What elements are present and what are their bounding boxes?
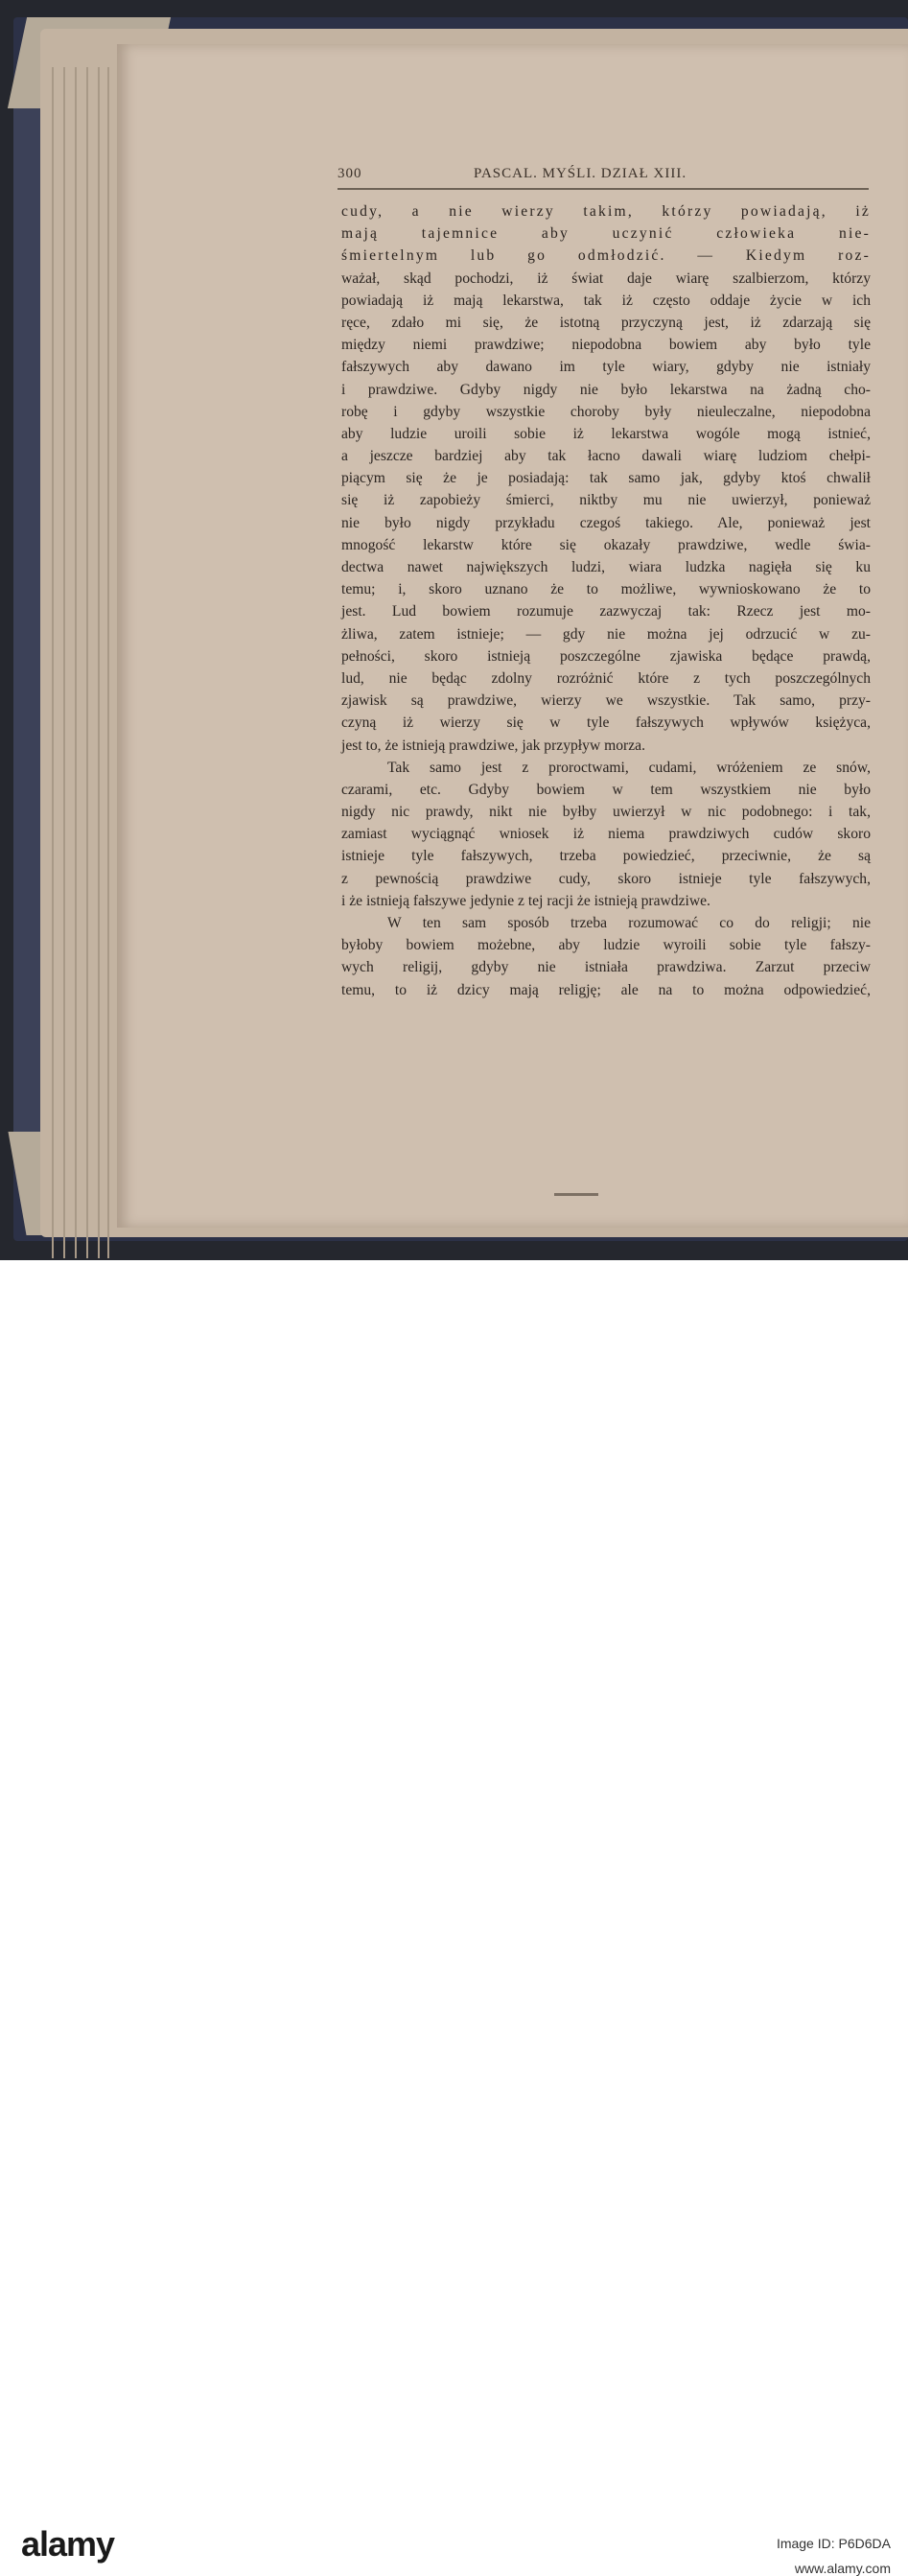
page-edge	[63, 67, 65, 1258]
text-line: czyną iż wierzy się w tyle fałszywych wpływów księżyca,	[341, 714, 871, 732]
text-line: śmiertelnym lub go odmłodzić. — Kiedym roz-	[341, 247, 871, 265]
page-edge	[107, 67, 109, 1258]
text-line: cudy, a nie wierzy takim, którzy powiadają, iż	[341, 203, 871, 220]
page-edge	[52, 67, 54, 1258]
text-line: a jeszcze bardziej aby tak łacno dawali wiarę ludziom chełpi-	[341, 448, 871, 465]
text-line: robę i gdyby wszystkie choroby były nieuleczalne, niepodobna	[341, 403, 871, 420]
body-text	[341, 200, 871, 1001]
header-rule	[338, 188, 869, 190]
text-line: pełności, skoro istnieją poszczególne zjawiska będące prawdą,	[341, 647, 871, 665]
text-line: jest. Lud bowiem rozumuje zazwyczaj tak: Rzecz jest mo-	[341, 603, 871, 621]
text-line: nie było nigdy przykładu czegoś takiego. Ale, ponieważ jest	[341, 514, 871, 531]
text-line: Tak samo jest z proroctwami, cudami, wróżeniem ze snów,	[387, 759, 871, 776]
text-line: jest to, że istnieją prawdziwe, jak przypływ morza.	[341, 737, 645, 754]
brand-logo: alamy	[21, 2524, 115, 2564]
text-line: wych religij, gdyby nie istniała prawdziwa. Zarzut przeciw	[341, 959, 871, 976]
page-number: 300	[338, 166, 362, 181]
text-line: aby ludzie uroili sobie iż lekarstwa wogóle mogą istnieć,	[341, 425, 871, 442]
image-id: Image ID: P6D6DA	[776, 2536, 891, 2551]
text-line: między niemi prawdziwe; niepodobna bowiem aby było tyle	[341, 337, 871, 354]
text-line: i że istnieją fałszywe jedynie z tej racji że istnieją prawdziwe.	[341, 892, 710, 909]
page-edge	[98, 67, 100, 1258]
page-edge	[86, 67, 88, 1258]
text-line: z pewnością prawdziwe cudy, skoro istnieje tyle fałszywych,	[341, 870, 871, 887]
page-mark	[554, 1193, 598, 1196]
text-line: mnogość lekarstw które się okazały prawdziwe, wedle świa-	[341, 536, 871, 553]
text-line: powiadają iż mają lekarstwa, tak iż często oddaje życie w ich	[341, 292, 871, 309]
book-photo	[0, 0, 908, 1260]
text-line: nigdy nic prawdy, nikt nie byłby uwierzył w nic podobnego: i tak,	[341, 804, 871, 821]
text-line: W ten sam sposób trzeba rozumować co do religji; nie	[387, 915, 871, 931]
site-url: www.alamy.com	[794, 2561, 891, 2576]
text-line: żliwa, zatem istnieje; — gdy nie można jej odrzucić w zu-	[341, 625, 871, 643]
text-line: dectwa nawet największych ludzi, wiara ludzka nagięła się ku	[341, 559, 871, 575]
running-header	[338, 166, 869, 189]
text-line: byłoby bowiem możebne, aby ludzie wyroili sobie tyle fałszy-	[341, 937, 871, 954]
text-line: ważał, skąd pochodzi, iż świat daje wiarę szalbierzom, którzy	[341, 269, 871, 287]
text-line: i prawdziwe. Gdyby nigdy nie było lekarstwa na żadną cho-	[341, 381, 871, 398]
text-line: mają tajemnice aby uczynić człowieka nie-	[341, 225, 871, 243]
text-line: temu, to iż dzicy mają religję; ale na to można odpowiedzieć,	[341, 981, 871, 998]
text-line: zjawisk są prawdziwe, wierzy we wszystkie. Tak samo, przy-	[341, 692, 871, 710]
text-line: zamiast wyciągnąć wniosek iż niema prawdziwych cudów skoro	[341, 826, 871, 843]
text-line: lud, nie będąc zdolny rozróżnić które z tych poszczególnych	[341, 669, 871, 687]
running-head-title: PASCAL. MYŚLI. DZIAŁ XIII.	[474, 166, 687, 181]
text-line: istnieje tyle fałszywych, trzeba powiedzieć, przeciwnie, że są	[341, 848, 871, 865]
text-line: fałszywych aby dawano im tyle wiary, gdyby nie istniały	[341, 359, 871, 376]
text-line: temu; i, skoro uznano że to możliwe, wywnioskowano że to	[341, 581, 871, 598]
page-edge	[75, 67, 77, 1258]
text-line: czarami, etc. Gdyby bowiem w tem wszystkiem nie było	[341, 781, 871, 798]
text-line: się iż zapobieży śmierci, niktby mu nie uwierzył, ponieważ	[341, 492, 871, 509]
text-line: ręce, zdało mi się, że istotną przyczyną jest, iż zdarzają się	[341, 314, 871, 331]
text-line: piącym się że je posiadają: tak samo jak, gdyby ktoś chwalił	[341, 470, 871, 487]
watermark-footer	[0, 1260, 908, 2576]
